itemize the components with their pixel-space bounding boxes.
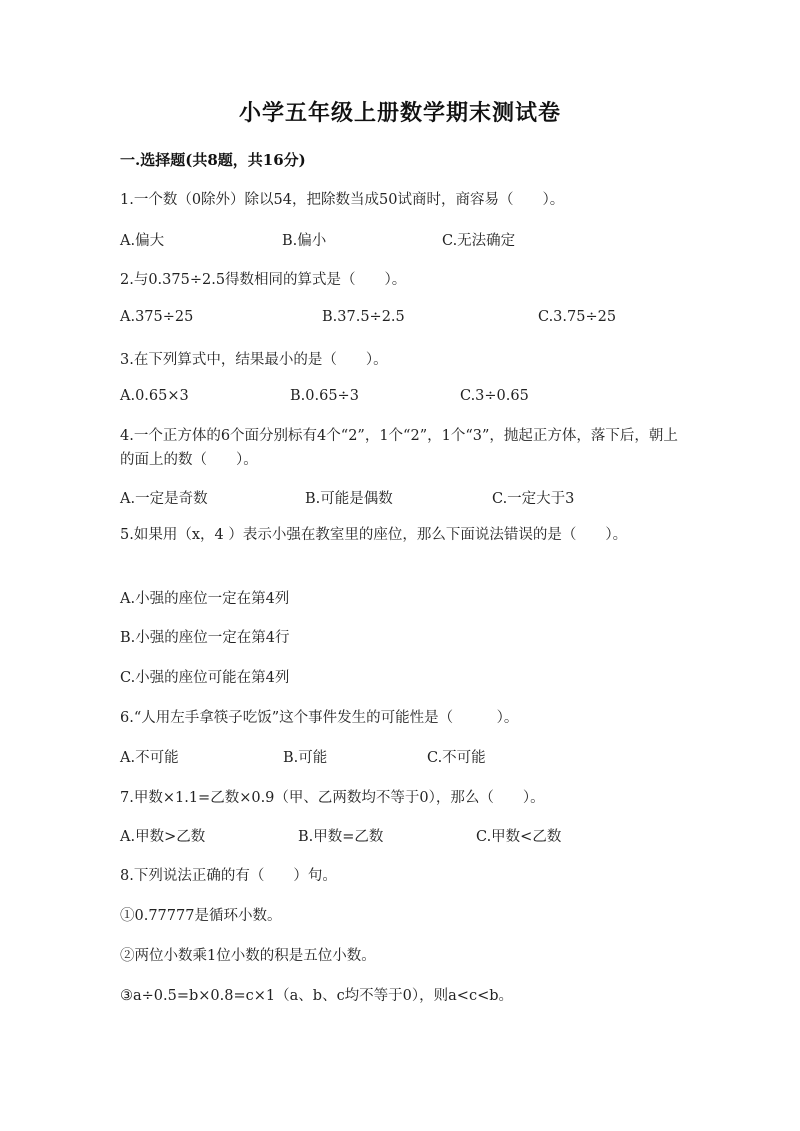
question-1-option-c: C.无法确定 [442,233,516,249]
question-8-statement-3: ③a÷0.5=b×0.8=c×1（a、b、c均不等于0），则a<c<b。 [120,988,514,1004]
question-1-option-b: B.偏小 [282,233,327,249]
page-title: 小学五年级上册数学期末测试卷 [238,100,561,126]
question-6-stem: 6.“人用左手拿筷子吃饭”这个事件发生的可能性是（ ）。 [120,710,519,726]
question-4-option-a: A.一定是奇数 [120,491,208,507]
question-7-option-b: B.甲数=乙数 [298,829,384,845]
question-7-option-c: C.甲数<乙数 [476,829,562,845]
question-8-stem: 8.下列说法正确的有（ ）句。 [120,868,337,884]
question-1-stem: 1.一个数（0除外）除以54，把除数当成50试商时，商容易（ ）。 [120,192,565,208]
section-title: 一.选择题(共8题，共16分) [120,151,306,169]
question-2-option-b: B.37.5÷2.5 [322,309,405,325]
question-3-option-c: C.3÷0.65 [460,388,529,404]
question-3-stem: 3.在下列算式中，结果最小的是（ ）。 [120,352,388,368]
question-2-stem: 2.与0.375÷2.5得数相同的算式是（ ）。 [120,272,407,288]
question-2-option-c: C.3.75÷25 [538,309,617,325]
question-3-option-a: A.0.65×3 [120,388,189,404]
question-6-option-b: B.可能 [283,750,328,766]
question-4-stem: 4.一个正方体的6个面分别标有4个“2”，1个“2”，1个“3”，抛起正方体，落下后，朝上的面上的数（ ）。 [120,428,678,468]
question-4-option-c: C.一定大于3 [492,491,575,507]
question-7-option-a: A.甲数>乙数 [120,829,206,845]
question-6-option-c: C.不可能 [427,750,486,766]
question-5-stem: 5.如果用（x，4 ）表示小强在教室里的座位，那么下面说法错误的是（ ）。 [120,527,628,543]
question-6-option-a: A.不可能 [120,750,179,766]
question-2-option-a: A.375÷25 [120,309,194,325]
question-7-stem: 7.甲数×1.1=乙数×0.9（甲、乙两数均不等于0），那么（ ）。 [120,790,545,806]
question-3-option-b: B.0.65÷3 [290,388,359,404]
question-8-statement-1: ①0.77777是循环小数。 [120,908,282,924]
question-5-option-a: A.小强的座位一定在第4列 [120,591,290,607]
question-1-option-a: A.偏大 [120,233,165,249]
question-8-statement-2: ②两位小数乘1位小数的积是五位小数。 [120,948,376,964]
question-5-option-b: B.小强的座位一定在第4行 [120,630,290,646]
question-5-option-c: C.小强的座位可能在第4列 [120,670,290,686]
question-4-option-b: B.可能是偶数 [305,491,393,507]
